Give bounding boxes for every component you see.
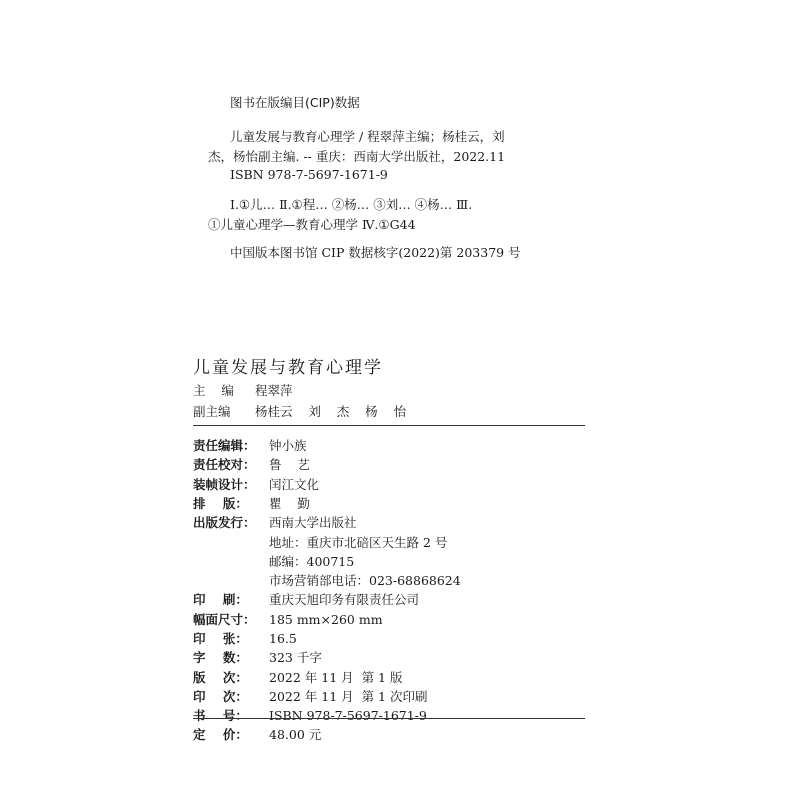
deputy-editor-names: 杨桂云 刘 杰 杨 怡 — [255, 404, 407, 419]
divider-bottom — [193, 718, 585, 719]
credit-value: ISBN 978-7-5697-1671-9 — [269, 708, 427, 724]
credit-value: 西南大学出版社 — [269, 515, 357, 531]
credit-value: 邮编：400715 — [269, 553, 355, 569]
chief-editor-label: 主 编 — [193, 383, 234, 398]
credit-label: 印 刷： — [193, 592, 248, 608]
credit-label: 排 版： — [193, 495, 248, 511]
credit-label: 出版发行： — [193, 515, 256, 531]
credit-value: 185 mm×260 mm — [269, 611, 383, 627]
credit-row — [193, 647, 322, 666]
cip-line-1: 儿童发展与教育心理学 / 程翠萍主编；杨桂云，刘 — [230, 129, 505, 144]
chief-editor-name: 程翠萍 — [255, 383, 293, 398]
credit-row — [193, 512, 357, 531]
credit-row — [193, 705, 427, 724]
cip-heading: 图书在版编目(CIP)数据 — [230, 95, 360, 110]
cip-line-4: Ⅰ.①儿… Ⅱ.①程… ②杨… ③刘… ④杨… Ⅲ. — [230, 197, 473, 212]
credit-row — [193, 454, 310, 473]
credit-label: 印 张： — [193, 631, 248, 646]
chief-editor-row — [193, 381, 293, 399]
cip-line-2: 杰，杨怡副主编. -- 重庆：西南大学出版社，2022.11 — [208, 149, 506, 164]
credit-label: 责任编辑： — [193, 438, 256, 453]
credit-value: 鲁 艺 — [269, 457, 310, 473]
credit-value: 2022 年 11 月 第 1 版 — [269, 669, 403, 685]
credit-value: 市场营销部电话：023-68868624 — [269, 573, 461, 589]
credit-row — [193, 474, 319, 493]
credit-label: 责任校对： — [193, 457, 256, 473]
credit-row — [193, 435, 307, 454]
credit-label: 版 次： — [193, 669, 248, 685]
credit-value: 重庆天旭印务有限责任公司 — [269, 592, 420, 608]
credit-label: 幅面尺寸： — [193, 611, 256, 627]
cip-line-3: ISBN 978-7-5697-1671-9 — [230, 167, 388, 182]
credit-row — [193, 628, 297, 647]
deputy-editor-label: 副主编 — [193, 404, 231, 419]
credit-label: 装帧设计： — [193, 476, 256, 492]
credit-value: 16.5 — [269, 631, 297, 646]
cip-line-6: 中国版本图书馆 CIP 数据核字(2022)第 203379 号 — [230, 245, 521, 260]
credit-label: 字 数： — [193, 650, 248, 666]
credit-label: 印 次： — [193, 688, 248, 704]
credit-row — [193, 589, 419, 608]
deputy-editor-row — [193, 402, 406, 420]
credit-value: 瞿 勤 — [269, 495, 310, 511]
credit-value: 323 千字 — [269, 650, 322, 666]
credit-row — [193, 609, 383, 628]
credit-label: 书 号： — [193, 708, 248, 724]
credit-row — [193, 570, 461, 589]
credit-row — [193, 551, 354, 570]
price-label: 定 价： — [193, 727, 248, 742]
credit-value: 地址：重庆市北碚区天生路 2 号 — [269, 534, 448, 550]
book-title: 儿童发展与教育心理学 — [193, 358, 383, 378]
credit-row — [193, 493, 310, 512]
credit-row — [193, 667, 402, 686]
credit-value: 钟小族 — [269, 438, 307, 453]
cip-line-5: ①儿童心理学—教育心理学 Ⅳ.①G44 — [208, 217, 416, 232]
credit-row — [193, 532, 447, 551]
credit-value: 闰江文化 — [269, 476, 320, 492]
credit-value: 2022 年 11 月 第 1 次印刷 — [269, 688, 428, 704]
price-row — [193, 724, 321, 743]
price-value: 48.00 元 — [269, 727, 322, 742]
credit-row — [193, 686, 427, 705]
divider-top — [193, 425, 585, 426]
